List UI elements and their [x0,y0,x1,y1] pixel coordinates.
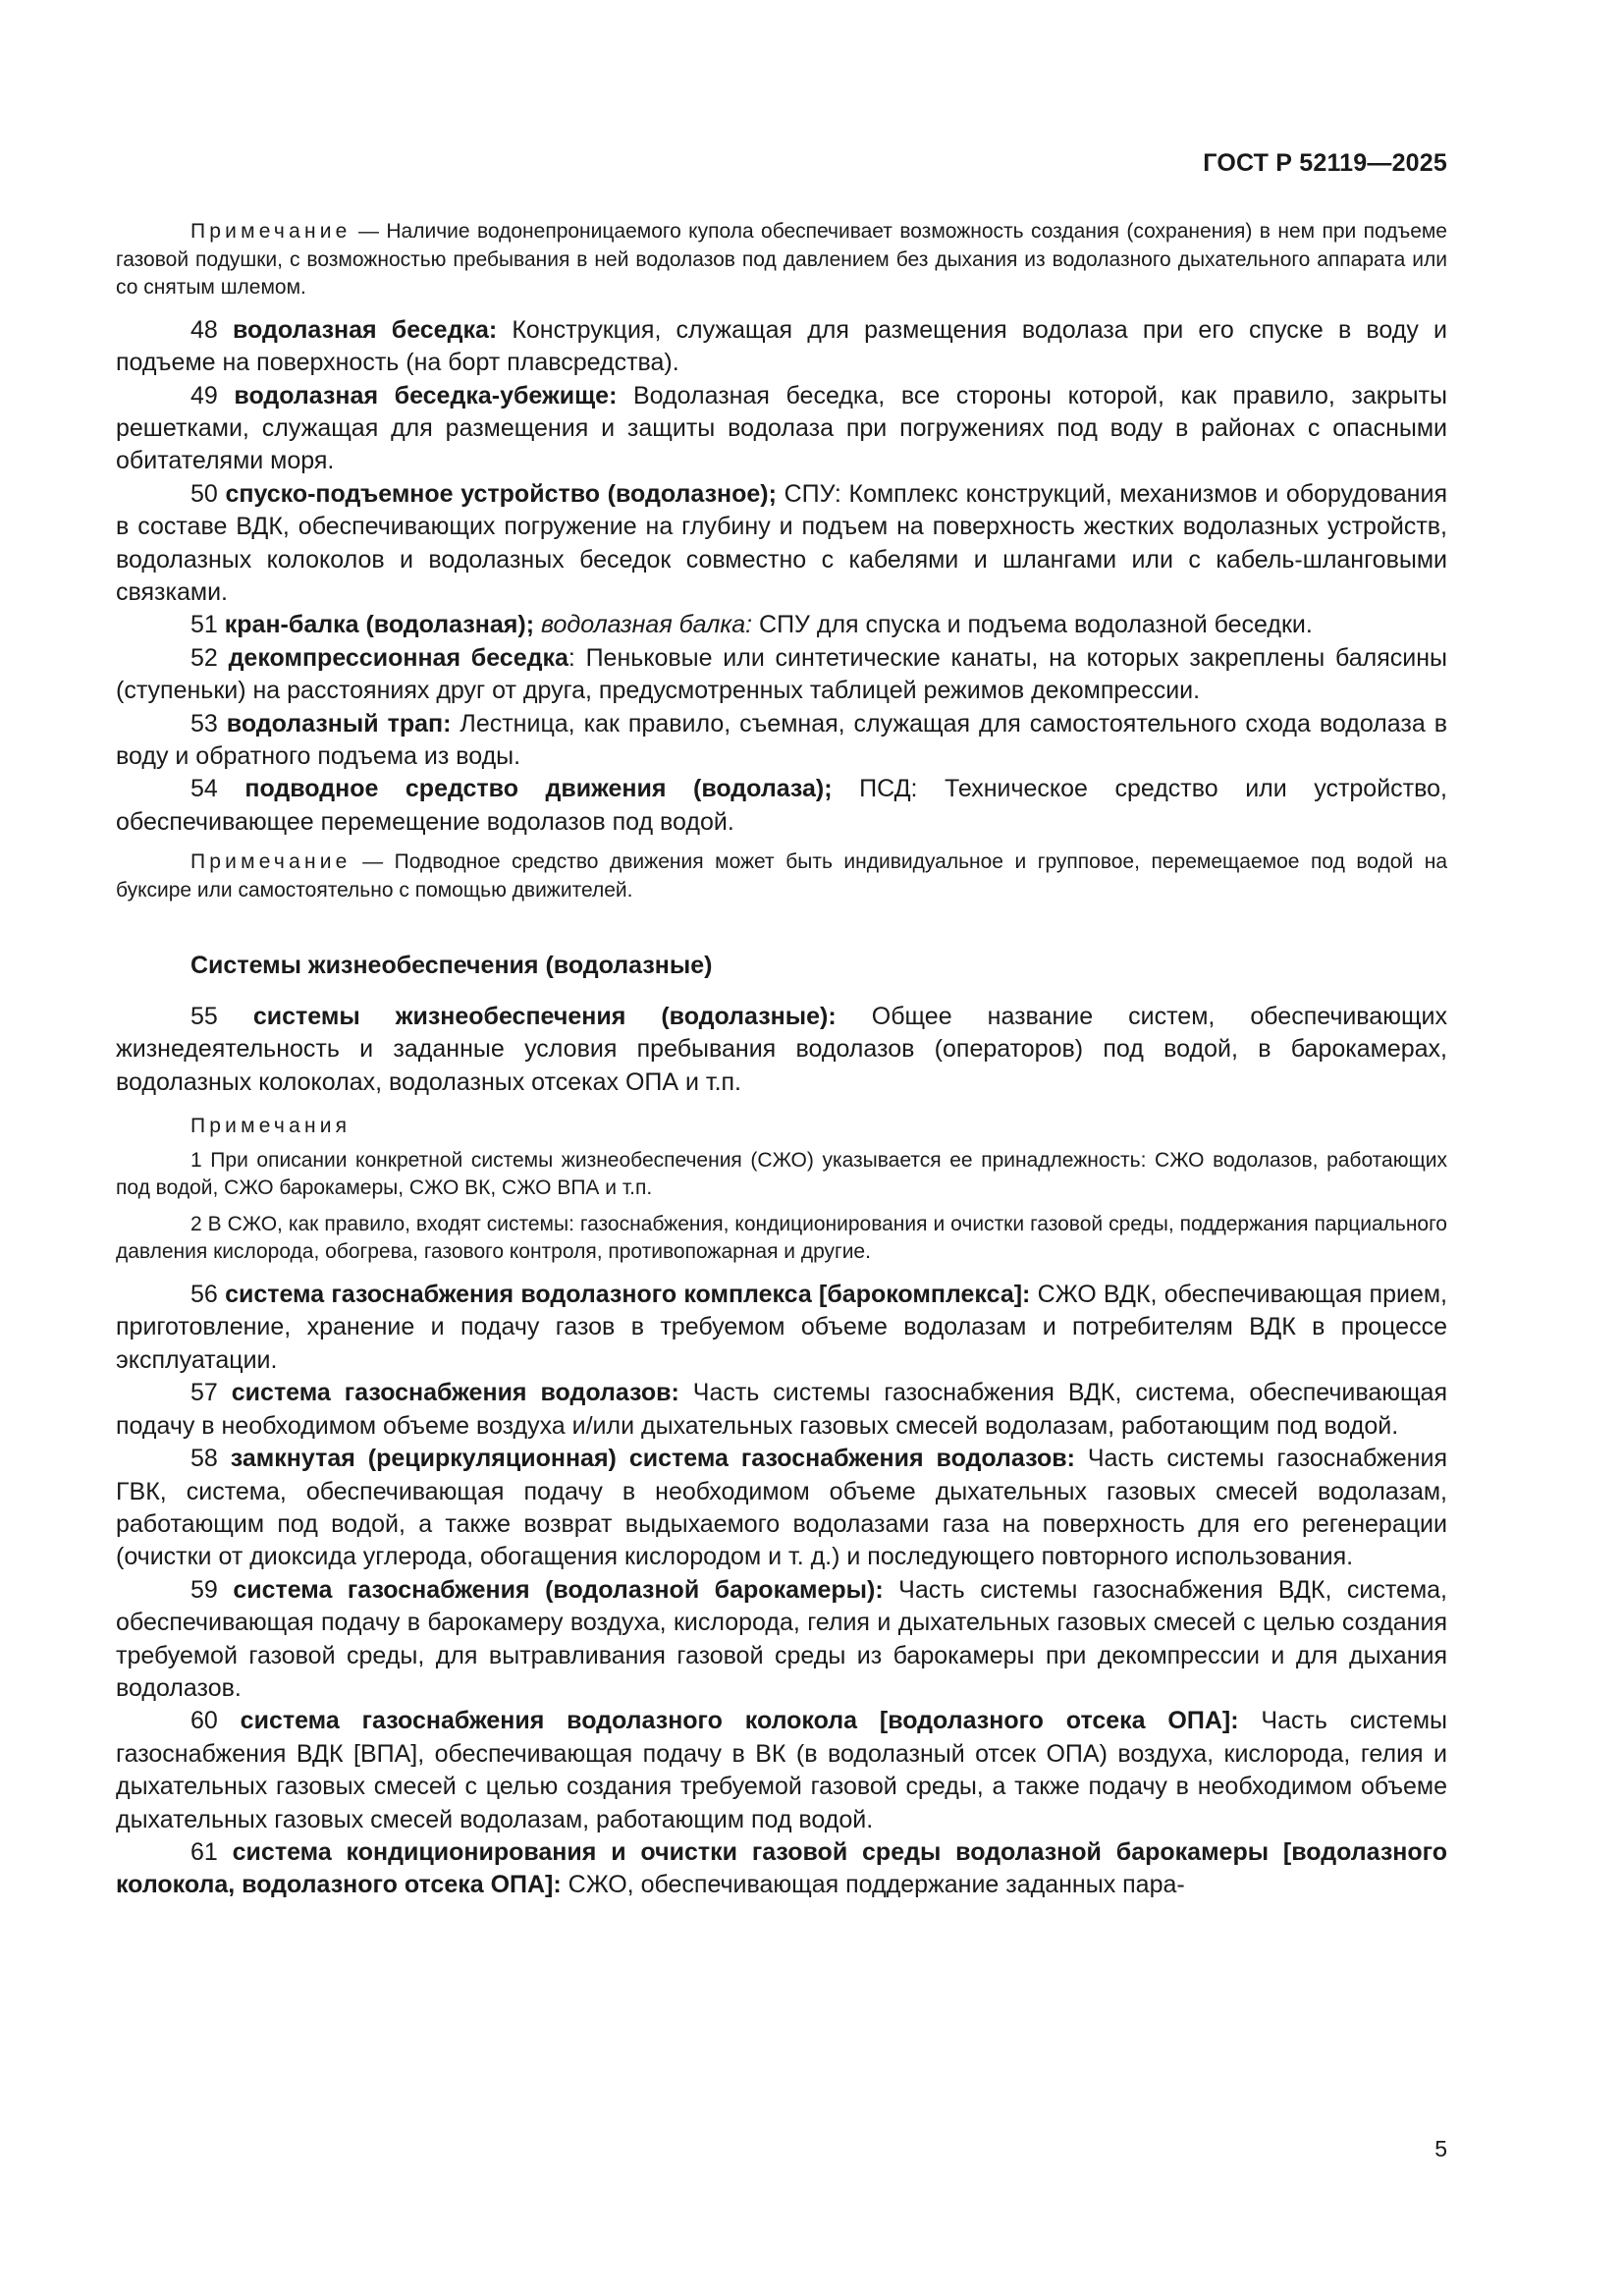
term-definition: СПУ для спуска и подъема водолазной беседки. [752,611,1313,639]
term-entry [116,708,1447,774]
term-definition: Часть системы газоснабжения ВДК, система, обеспечивающая подачу в барокамеру воздуха, кислорода, гелия и дыхательных газовых смесей с целью создания требуемой газовой среды, для вытравливания газовой среды из барокамеры при декомпрессии и для дыхания водолазов. [116,1575,1447,1702]
term-number: 58 [190,1445,218,1473]
term-name: замкнутая (рециркуляционная) система газоснабжения водолазов: [230,1445,1075,1473]
page-content [116,218,1447,1902]
term-definition: Конструкция, служащая для размещения водолаза при его спуске в воду и подъеме на поверхность (на борт плавсредства). [116,315,1447,377]
note-item: 1 При описании конкретной системы жизнеобеспечения (СЖО) указывается ее принадлежность: СЖО водолазов, работающих под водой, СЖО барокамеры, СЖО ВК, СЖО ВПА и т.п. [116,1148,1447,1200]
term-definition: СЖО, обеспечивающая поддержание заданных пара- [561,1871,1185,1899]
term-name: спуско-подъемное устройство (водолазное); [225,479,777,508]
term-entry [116,609,1447,641]
term-number: 50 [190,479,218,508]
term-name: система газоснабжения водолазов: [231,1379,679,1407]
term-name: системы жизнеобеспечения (водолазные): [252,1002,837,1030]
term-number: 54 [190,775,218,803]
notes-label: Примечания [190,1115,352,1138]
term-number: 53 [190,709,218,738]
term-definition: СПУ: Комплекс конструкций, механизмов и оборудования в составе ВДК, обеспечивающих погружение на глубину и подъем на поверхность жестких водолазных устройств, водолазных колоколов и водолазных беседок совместно с кабелями и шлангами или с кабель-шланговыми связками. [116,479,1447,607]
term-name: водолазная беседка-убежище: [234,381,618,410]
term-number: 51 [190,611,218,639]
term-definition: СЖО ВДК, обеспечивающая прием, приготовление, хранение и подачу газов в требуемом объеме водолазам и потребителям ВДК в процессе эксплуатации. [116,1281,1447,1374]
term-entry [116,1836,1447,1902]
term-definition: ПСД: Техническое средство или устройство, обеспечивающее перемещение водолазов под водой. [116,775,1447,836]
term-number: 57 [190,1379,218,1407]
term-name: система кондиционирования и очистки газовой среды водолазной барокамеры [водолазного колокола, водолазного отсека ОПА]: [116,1837,1447,1899]
term-entry [116,773,1447,839]
term-entry [116,1705,1447,1836]
note-label: Примечание [190,850,352,874]
term-entry [116,1001,1447,1099]
term-synonym: водолазная балка: [534,611,753,639]
note-text: — Подводное средство движения может быть индивидуальное и групповое, перемещаемое под водой на буксире или самостоятельно с помощью движителей. [116,850,1447,902]
term-number: 61 [190,1837,218,1866]
note-label: Примечание [190,220,352,243]
term-number: 55 [190,1002,218,1030]
page-number: 5 [1434,2136,1447,2161]
term-number: 52 [190,643,218,672]
term-entry [116,1574,1447,1706]
term-number: 56 [190,1281,218,1309]
term-entry [116,314,1447,380]
term-entry [116,380,1447,478]
term-entry [116,1443,1447,1574]
note-mid [116,848,1447,904]
term-number: 59 [190,1575,218,1604]
term-definition: Общее название систем, обеспечивающих жизнедеятельность и заданные условия пребывания водолазов (операторов) под водой, в барокамерах, водолазных колоколах, водолазных отсеках ОПА и т.п. [116,1002,1447,1096]
term-definition: Часть системы газоснабжения ВДК, система, обеспечивающая подачу в необходимом объеме воздуха и/или дыхательных газовых смесей водолазам, работающим под водой. [116,1379,1447,1440]
term-name: декомпрессионная беседка [228,643,568,672]
term-number: 60 [190,1707,218,1735]
document-code: ГОСТ Р 52119—2025 [1203,149,1447,177]
term-name: система газоснабжения водолазного комплекса [барокомплекса]: [225,1281,1031,1309]
note-text: — Наличие водонепроницаемого купола обеспечивает возможность создания (сохранения) в нем при подъеме газовой подушки, с возможностью пребывания в ней водолазов под давлением без дыхания из водолазного дыхательного аппарата или со снятым шлемом. [116,220,1447,300]
term-entry [116,1279,1447,1377]
term-name: подводное средство движения (водолаза); [244,775,833,803]
term-entry [116,1377,1447,1443]
term-number: 49 [190,381,218,410]
term-name: водолазный трап: [226,709,452,738]
section-title: Системы жизнеобеспечения (водолазные) [190,952,713,980]
term-definition: Часть системы газоснабжения ВДК [ВПА], обеспечивающая подачу в ВК (в водолазный отсек ОПА) воздуха, кислорода, гелия и дыхательных газовых смесей с целью создания требуемой газовой среды, а также подачу в необходимом объеме дыхательных газовых смесей водолазам, работающим под водой. [116,1707,1447,1833]
term-definition: Часть системы газоснабжения ГВК, система, обеспечивающая подачу в необходимом объеме дыхательных газовых смесей водолазам, работающим под водой, а также возврат выдыхаемого водолазами газа на поверхность для его регенерации (очистки от диоксида углерода, обогащения кислородом и т. д.) и последующего повторного использования. [116,1445,1447,1571]
term-definition: : Пеньковые или синтетические канаты, на которых закреплены балясины (ступеньки) на расстояниях друг от друга, предусмотренных таблицей режимов декомпрессии. [116,643,1447,705]
term-name: система газоснабжения (водолазной барокамеры): [233,1575,884,1604]
term-entry [116,478,1447,610]
term-name: кран-балка (водолазная); [224,611,535,639]
term-definition: Водолазная беседка, все стороны которой, как правило, закрыты решетками, служащая для размещения и защиты водолаза при погружениях под воду в районах с опасными обитателями моря. [116,381,1447,475]
term-definition: Лестница, как правило, съемная, служащая для самостоятельного схода водолаза в воду и обратного подъема из воды. [116,709,1448,771]
term-number: 48 [190,315,218,344]
term-entry [116,642,1447,708]
note-top [116,218,1447,302]
note-item: 2 В СЖО, как правило, входят системы: газоснабжения, кондиционирования и очистки газовой среды, поддержания парциального давления кислорода, обогрева, газового контроля, противопожарная и другие. [116,1212,1447,1264]
term-name: система газоснабжения водолазного колокола [водолазного отсека ОПА]: [240,1707,1239,1735]
term-name: водолазная беседка: [232,315,498,344]
